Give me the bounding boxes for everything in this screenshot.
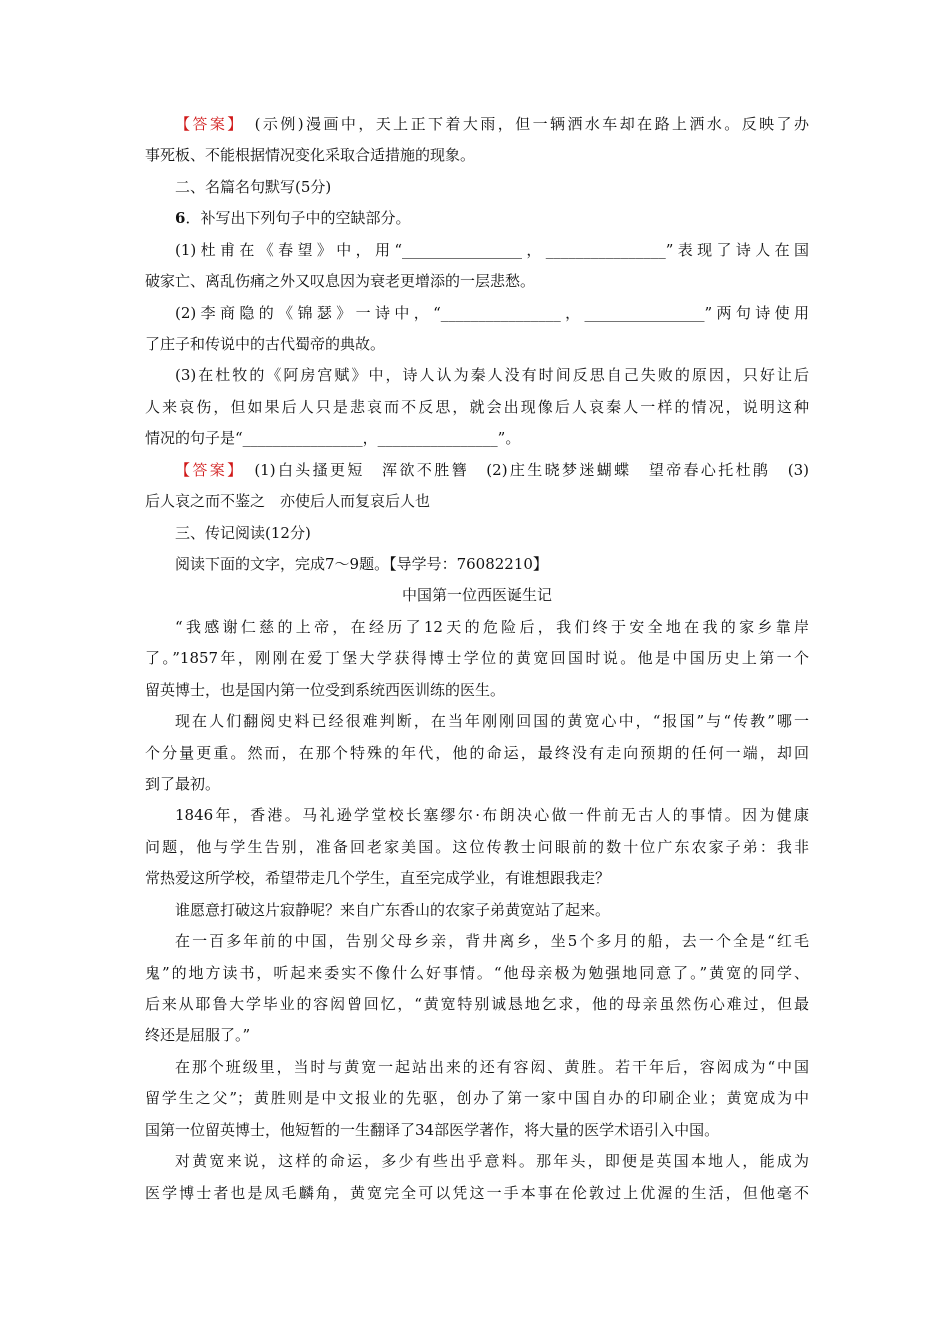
- paragraph-line: [145, 1119, 719, 1141]
- paragraph-line: [145, 1024, 250, 1046]
- text-segment: 鬼”的地方读书，听起来委实不像什么好事情。“他母亲极为勉强地同意了。”黄宽的同学、: [145, 964, 809, 982]
- paragraph-line: [145, 742, 809, 764]
- paragraph-line: [175, 930, 809, 952]
- text-segment: 在一百多年前的中国，告别父母乡亲，背井离乡，坐5个多月的船，去一个全是“红毛: [175, 932, 809, 950]
- text-segment: 现在人们翻阅史料已经很难判断，在当年刚刚回国的黄宽心中，“报国”与“传教”哪一: [175, 712, 809, 730]
- text-segment: “我感谢仁慈的上帝，在经历了12天的危险后，我们终于安全地在我的家乡靠岸: [175, 618, 809, 636]
- text-segment: 医学博士者也是凤毛麟角，黄宽完全可以凭这一手本事在伦敦过上优渥的生活，但他毫不: [145, 1184, 809, 1202]
- text-segment: (1)杜甫在《春望》中，用“________________，________________”表现了诗人在国: [175, 241, 809, 259]
- text-segment: (2)李商隐的《锦瑟》一诗中，“________________，________________”两句诗使用: [175, 304, 809, 322]
- question-item-cont: [145, 396, 809, 418]
- paragraph-line: [145, 679, 505, 701]
- text-segment: 到了最初。: [145, 775, 221, 793]
- section-heading: [175, 522, 311, 544]
- text-segment: 破家亡、离乱伤痛之外又叹息因为衰老更增添的一层悲愁。: [145, 272, 536, 290]
- paragraph-line: [145, 773, 220, 795]
- text-segment: 后人哀之而不鉴之 亦使后人而复哀后人也: [145, 492, 431, 510]
- question-item-cont: [145, 427, 520, 449]
- question-item: [175, 239, 809, 261]
- text-segment: (1)白头搔更短 浑欲不胜簪 (2)庄生晓梦迷蝴蝶 望帝春心托杜鹃 (3): [236, 461, 809, 479]
- text-segment: 个分量更重。然而，在那个特殊的年代，他的命运，最终没有走向预期的任何一端，却回: [145, 744, 809, 762]
- paragraph-line: [175, 899, 610, 921]
- paragraph-line: [145, 962, 809, 984]
- paragraph-line: [145, 647, 809, 669]
- answer-line-cont: [145, 144, 475, 166]
- paragraph-line: [145, 993, 809, 1015]
- text-segment: (3)在杜牧的《阿房宫赋》中，诗人认为秦人没有时间反思自己失败的原因，只好让后: [175, 366, 809, 384]
- text-segment: 1846年，香港。马礼逊学堂校长塞缪尔·布朗决心做一件前无古人的事情。因为健康: [175, 806, 809, 824]
- paragraph-line: [175, 804, 809, 826]
- text-segment: 了。”1857年，刚刚在爱丁堡大学获得博士学位的黄宽回国时说。他是中国历史上第一个: [145, 649, 809, 667]
- text-segment: ．补写出下列句子中的空缺部分。: [185, 209, 411, 227]
- answer-line: [175, 113, 809, 135]
- text-segment: 问题，他与学生告别，准备回老家美国。这位传教士问眼前的数十位广东农家子弟：我非: [145, 838, 809, 856]
- text-segment: 事死板、不能根据情况变化采取合适措施的现象。: [145, 146, 476, 164]
- question-number: 6: [175, 209, 186, 227]
- answer-label: 【答案】: [175, 115, 238, 133]
- article-title: [145, 584, 809, 606]
- text-segment: 三、传记阅读(12分): [175, 524, 311, 542]
- question-item: [175, 364, 809, 386]
- paragraph-line: [145, 1182, 809, 1204]
- text-segment: 国第一位留英博士，他短暂的一生翻译了34部医学著作，将大量的医学术语引入中国。: [145, 1121, 720, 1139]
- text-segment: 谁愿意打破这片寂静呢？来自广东香山的农家子弟黄宽站了起来。: [175, 901, 611, 919]
- paragraph-line: [175, 1150, 809, 1172]
- text-segment: 留学生之父”；黄胜则是中文报业的先驱，创办了第一家中国自办的印刷企业；黄宽成为中: [145, 1089, 809, 1107]
- paragraph-line: [145, 836, 809, 858]
- text-segment: 对黄宽来说，这样的命运，多少有些出乎意料。那年头，即便是英国本地人，能成为: [175, 1152, 809, 1170]
- text-segment: 了庄子和传说中的古代蜀帝的典故。: [145, 335, 386, 353]
- paragraph-line: [175, 710, 809, 732]
- question-item: [175, 302, 809, 324]
- paragraph-line: [175, 616, 809, 638]
- paragraph-line: [175, 1056, 809, 1078]
- text-segment: 人来哀伤，但如果后人只是悲哀而不反思，就会出现像后人哀秦人一样的情况，说明这种: [145, 398, 809, 416]
- answer-line-cont: [145, 490, 430, 512]
- paragraph-line: [145, 867, 610, 889]
- text-segment: (示例)漫画中，天上正下着大雨，但一辆洒水车却在路上洒水。反映了办: [237, 115, 809, 133]
- text-segment: 留英博士，也是国内第一位受到系统西医训练的医生。: [145, 681, 506, 699]
- text-segment: 后来从耶鲁大学毕业的容闳曾回忆，“黄宽特别诚恳地乞求，他的母亲虽然伤心难过，但最: [145, 995, 809, 1013]
- question-title: [175, 207, 410, 229]
- answer-line: [175, 459, 809, 481]
- question-item-cont: [145, 270, 535, 292]
- reading-instruction: [175, 553, 548, 575]
- text-segment: 阅读下面的文字，完成7～9题。【导学号：76082210】: [175, 555, 548, 573]
- text-segment: 常热爱这所学校，希望带走几个学生，直至完成学业，有谁想跟我走？: [145, 869, 611, 887]
- question-item-cont: [145, 333, 385, 355]
- text-segment: 在那个班级里，当时与黄宽一起站出来的还有容闳、黄胜。若干年后，容闳成为“中国: [175, 1058, 809, 1076]
- text-segment: 中国第一位西医诞生记: [401, 586, 552, 604]
- text-segment: 终还是屈服了。”: [145, 1026, 251, 1044]
- text-segment: 二、名篇名句默写(5分): [175, 178, 332, 196]
- paragraph-line: [145, 1087, 809, 1109]
- text-segment: 情况的句子是“________________，________________”。: [145, 429, 521, 447]
- answer-label: 【答案】: [175, 461, 237, 479]
- section-heading: [175, 176, 331, 198]
